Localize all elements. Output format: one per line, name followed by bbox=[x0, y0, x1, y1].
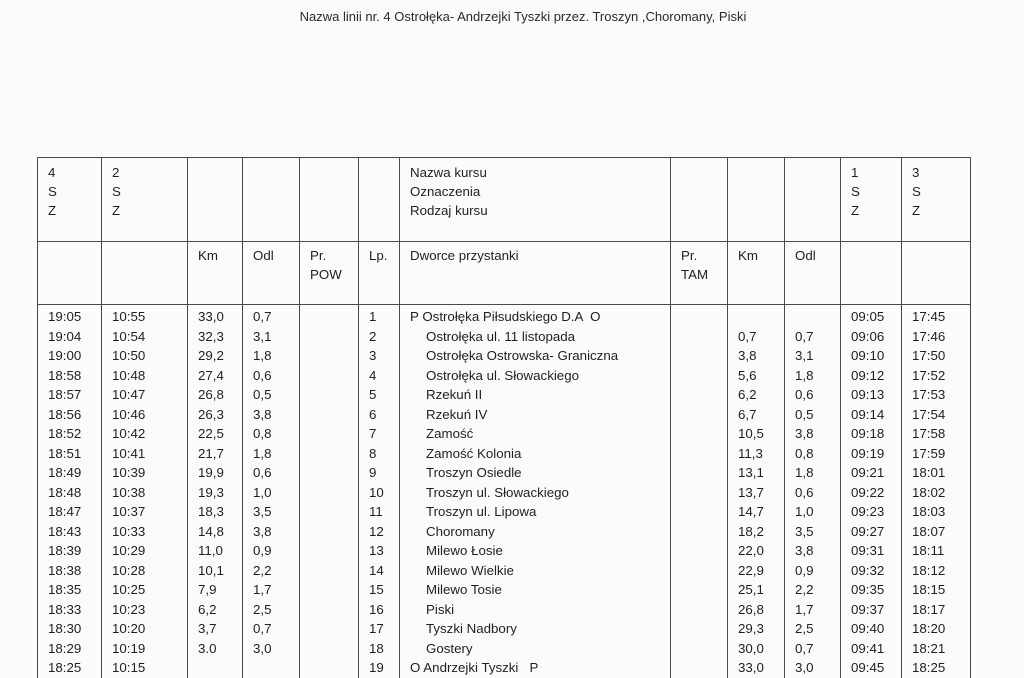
odl-cell: 0,5 bbox=[243, 385, 300, 405]
column-header-row bbox=[38, 242, 971, 305]
time-course-1: 09:12 bbox=[841, 366, 902, 386]
table-row bbox=[38, 366, 971, 386]
stops-header: Dworce przystanki bbox=[400, 242, 671, 305]
odl-cell: 2,2 bbox=[243, 561, 300, 581]
km-cell: 6,2 bbox=[188, 600, 243, 620]
time-course-3: 17:46 bbox=[902, 327, 971, 347]
odl-return-cell: 2,5 bbox=[785, 619, 841, 639]
lp-cell: 8 bbox=[359, 444, 400, 464]
pr-tam-cell bbox=[671, 305, 728, 327]
pr-tam-cell bbox=[671, 346, 728, 366]
time-course-3: 17:53 bbox=[902, 385, 971, 405]
time-course-4: 18:47 bbox=[38, 502, 102, 522]
km-return-cell: 26,8 bbox=[728, 600, 785, 620]
pr-pow-cell bbox=[300, 463, 359, 483]
time-course-2: 10:38 bbox=[102, 483, 188, 503]
odl-cell: 3,8 bbox=[243, 522, 300, 542]
table-row bbox=[38, 619, 971, 639]
timetable bbox=[37, 157, 971, 678]
time-course-4: 18:35 bbox=[38, 580, 102, 600]
course-3-header: 3 S Z bbox=[902, 158, 971, 242]
pr-tam-header: Pr. TAM bbox=[671, 242, 728, 305]
time-course-4: 18:56 bbox=[38, 405, 102, 425]
km-return-cell: 10,5 bbox=[728, 424, 785, 444]
time-course-3: 18:15 bbox=[902, 580, 971, 600]
pr-pow-cell bbox=[300, 502, 359, 522]
stop-name: Ostrołęka ul. Słowackiego bbox=[400, 366, 671, 386]
time-course-3: 17:52 bbox=[902, 366, 971, 386]
lp-cell: 6 bbox=[359, 405, 400, 425]
odl-return-cell: 0,7 bbox=[785, 327, 841, 347]
odl-cell: 3,5 bbox=[243, 502, 300, 522]
pr-tam-cell bbox=[671, 619, 728, 639]
time-course-4: 19:05 bbox=[38, 305, 102, 327]
pr-tam-cell bbox=[671, 385, 728, 405]
stop-name: Milewo Wielkie bbox=[400, 561, 671, 581]
time-course-1: 09:41 bbox=[841, 639, 902, 659]
stop-name: Gostery bbox=[400, 639, 671, 659]
table-row bbox=[38, 658, 971, 678]
time-course-2: 10:48 bbox=[102, 366, 188, 386]
course-header-row bbox=[38, 158, 971, 242]
time-course-4: 18:48 bbox=[38, 483, 102, 503]
km-return-cell: 33,0 bbox=[728, 658, 785, 678]
km-return-cell: 11,3 bbox=[728, 444, 785, 464]
km-return-cell: 3,8 bbox=[728, 346, 785, 366]
odl-cell: 0,7 bbox=[243, 305, 300, 327]
time-course-3: 18:25 bbox=[902, 658, 971, 678]
time-course-3: 18:12 bbox=[902, 561, 971, 581]
odl-header: Odl bbox=[243, 242, 300, 305]
km-cell: 3.0 bbox=[188, 639, 243, 659]
km-cell: 22,5 bbox=[188, 424, 243, 444]
pr-pow-cell bbox=[300, 405, 359, 425]
time-course-2: 10:42 bbox=[102, 424, 188, 444]
pr-pow-cell bbox=[300, 305, 359, 327]
time-course-4: 18:57 bbox=[38, 385, 102, 405]
table-row bbox=[38, 600, 971, 620]
odl-cell: 3,8 bbox=[243, 405, 300, 425]
time-course-4: 18:49 bbox=[38, 463, 102, 483]
stop-name: Rzekuń IV bbox=[400, 405, 671, 425]
time-course-2: 10:28 bbox=[102, 561, 188, 581]
km-return-header: Km bbox=[728, 242, 785, 305]
pr-tam-cell bbox=[671, 405, 728, 425]
table-row bbox=[38, 385, 971, 405]
pr-tam-cell bbox=[671, 483, 728, 503]
stop-name: Troszyn ul. Słowackiego bbox=[400, 483, 671, 503]
time-course-1: 09:10 bbox=[841, 346, 902, 366]
time-course-2: 10:46 bbox=[102, 405, 188, 425]
time-course-4: 18:39 bbox=[38, 541, 102, 561]
km-return-cell: 18,2 bbox=[728, 522, 785, 542]
pr-pow-cell bbox=[300, 639, 359, 659]
table-row bbox=[38, 405, 971, 425]
table-row bbox=[38, 444, 971, 464]
stop-name: Piski bbox=[400, 600, 671, 620]
table-row bbox=[38, 327, 971, 347]
stop-name: Zamość bbox=[400, 424, 671, 444]
time-course-3: 17:45 bbox=[902, 305, 971, 327]
time-course-4: 19:04 bbox=[38, 327, 102, 347]
pr-tam-cell bbox=[671, 444, 728, 464]
time-course-2: 10:33 bbox=[102, 522, 188, 542]
time-course-2: 10:19 bbox=[102, 639, 188, 659]
time-course-2: 10:55 bbox=[102, 305, 188, 327]
km-return-cell: 6,7 bbox=[728, 405, 785, 425]
pr-pow-cell bbox=[300, 385, 359, 405]
stop-name: Troszyn ul. Lipowa bbox=[400, 502, 671, 522]
odl-return-cell: 3,0 bbox=[785, 658, 841, 678]
table-row bbox=[38, 424, 971, 444]
stop-name: Milewo Łosie bbox=[400, 541, 671, 561]
odl-cell: 1,0 bbox=[243, 483, 300, 503]
lp-cell: 7 bbox=[359, 424, 400, 444]
table-row bbox=[38, 346, 971, 366]
table-row bbox=[38, 463, 971, 483]
time-course-4: 18:58 bbox=[38, 366, 102, 386]
km-cell: 19,3 bbox=[188, 483, 243, 503]
odl-cell: 1,8 bbox=[243, 444, 300, 464]
time-course-2: 10:47 bbox=[102, 385, 188, 405]
time-course-3: 18:11 bbox=[902, 541, 971, 561]
lp-cell: 1 bbox=[359, 305, 400, 327]
lp-cell: 17 bbox=[359, 619, 400, 639]
lp-cell: 3 bbox=[359, 346, 400, 366]
time-course-2: 10:50 bbox=[102, 346, 188, 366]
time-course-1: 09:40 bbox=[841, 619, 902, 639]
km-cell: 3,7 bbox=[188, 619, 243, 639]
stop-name: O Andrzejki Tyszki P bbox=[400, 658, 671, 678]
km-return-cell: 22,9 bbox=[728, 561, 785, 581]
pr-pow-cell bbox=[300, 522, 359, 542]
lp-cell: 16 bbox=[359, 600, 400, 620]
time-course-2: 10:54 bbox=[102, 327, 188, 347]
lp-cell: 5 bbox=[359, 385, 400, 405]
odl-return-cell: 0,6 bbox=[785, 483, 841, 503]
stop-name: Rzekuń II bbox=[400, 385, 671, 405]
lp-cell: 12 bbox=[359, 522, 400, 542]
pr-pow-cell bbox=[300, 346, 359, 366]
time-course-1: 09:21 bbox=[841, 463, 902, 483]
pr-tam-cell bbox=[671, 561, 728, 581]
km-return-cell: 30,0 bbox=[728, 639, 785, 659]
course-4-header: 4 S Z bbox=[38, 158, 102, 242]
pr-pow-cell bbox=[300, 561, 359, 581]
pr-tam-cell bbox=[671, 327, 728, 347]
km-cell: 33,0 bbox=[188, 305, 243, 327]
time-course-1: 09:37 bbox=[841, 600, 902, 620]
course-1-header: 1 S Z bbox=[841, 158, 902, 242]
time-course-1: 09:35 bbox=[841, 580, 902, 600]
km-cell: 11,0 bbox=[188, 541, 243, 561]
time-course-1: 09:31 bbox=[841, 541, 902, 561]
pr-pow-cell bbox=[300, 600, 359, 620]
time-course-3: 17:54 bbox=[902, 405, 971, 425]
time-course-3: 18:21 bbox=[902, 639, 971, 659]
course-info-header: Nazwa kursu Oznaczenia Rodzaj kursu bbox=[400, 158, 671, 242]
km-return-cell: 13,7 bbox=[728, 483, 785, 503]
lp-cell: 19 bbox=[359, 658, 400, 678]
time-course-4: 18:25 bbox=[38, 658, 102, 678]
time-course-4: 18:51 bbox=[38, 444, 102, 464]
pr-pow-header: Pr. POW bbox=[300, 242, 359, 305]
time-course-1: 09:45 bbox=[841, 658, 902, 678]
lp-cell: 4 bbox=[359, 366, 400, 386]
km-cell: 27,4 bbox=[188, 366, 243, 386]
time-course-3: 18:07 bbox=[902, 522, 971, 542]
table-row bbox=[38, 561, 971, 581]
pr-pow-cell bbox=[300, 580, 359, 600]
km-header: Km bbox=[188, 242, 243, 305]
time-course-2: 10:23 bbox=[102, 600, 188, 620]
course-2-header: 2 S Z bbox=[102, 158, 188, 242]
time-course-2: 10:29 bbox=[102, 541, 188, 561]
odl-cell: 2,5 bbox=[243, 600, 300, 620]
lp-cell: 11 bbox=[359, 502, 400, 522]
km-return-cell: 25,1 bbox=[728, 580, 785, 600]
time-course-1: 09:18 bbox=[841, 424, 902, 444]
km-cell: 19,9 bbox=[188, 463, 243, 483]
stop-name: Tyszki Nadbory bbox=[400, 619, 671, 639]
time-course-2: 10:37 bbox=[102, 502, 188, 522]
km-return-cell: 0,7 bbox=[728, 327, 785, 347]
time-course-1: 09:06 bbox=[841, 327, 902, 347]
km-return-cell: 22,0 bbox=[728, 541, 785, 561]
km-cell: 29,2 bbox=[188, 346, 243, 366]
pr-pow-cell bbox=[300, 483, 359, 503]
odl-cell: 0,8 bbox=[243, 424, 300, 444]
odl-return-cell: 0,9 bbox=[785, 561, 841, 581]
time-course-3: 18:03 bbox=[902, 502, 971, 522]
time-course-3: 18:02 bbox=[902, 483, 971, 503]
odl-return-cell: 0,5 bbox=[785, 405, 841, 425]
pr-pow-cell bbox=[300, 327, 359, 347]
time-course-4: 18:33 bbox=[38, 600, 102, 620]
odl-cell: 0,6 bbox=[243, 366, 300, 386]
odl-cell: 3,1 bbox=[243, 327, 300, 347]
time-course-4: 18:43 bbox=[38, 522, 102, 542]
lp-cell: 15 bbox=[359, 580, 400, 600]
pr-pow-cell bbox=[300, 541, 359, 561]
km-cell: 18,3 bbox=[188, 502, 243, 522]
stop-name: Milewo Tosie bbox=[400, 580, 671, 600]
stop-name: P Ostrołęka Piłsudskiego D.A O bbox=[400, 305, 671, 327]
table-row bbox=[38, 522, 971, 542]
lp-header: Lp. bbox=[359, 242, 400, 305]
km-return-cell: 14,7 bbox=[728, 502, 785, 522]
time-course-2: 10:41 bbox=[102, 444, 188, 464]
odl-return-cell: 2,2 bbox=[785, 580, 841, 600]
pr-tam-cell bbox=[671, 522, 728, 542]
pr-tam-cell bbox=[671, 463, 728, 483]
time-course-3: 17:59 bbox=[902, 444, 971, 464]
odl-return-cell: 1,0 bbox=[785, 502, 841, 522]
pr-pow-cell bbox=[300, 658, 359, 678]
stop-name: Troszyn Osiedle bbox=[400, 463, 671, 483]
odl-return-cell: 1,7 bbox=[785, 600, 841, 620]
lp-cell: 13 bbox=[359, 541, 400, 561]
km-return-cell: 13,1 bbox=[728, 463, 785, 483]
lp-cell: 18 bbox=[359, 639, 400, 659]
time-course-3: 18:20 bbox=[902, 619, 971, 639]
time-course-1: 09:32 bbox=[841, 561, 902, 581]
odl-return-cell: 3,5 bbox=[785, 522, 841, 542]
table-row bbox=[38, 305, 971, 327]
time-course-2: 10:20 bbox=[102, 619, 188, 639]
km-cell: 26,3 bbox=[188, 405, 243, 425]
odl-cell: 0,7 bbox=[243, 619, 300, 639]
km-cell: 21,7 bbox=[188, 444, 243, 464]
table-row bbox=[38, 639, 971, 659]
pr-pow-cell bbox=[300, 366, 359, 386]
time-course-3: 18:01 bbox=[902, 463, 971, 483]
table-row bbox=[38, 580, 971, 600]
pr-tam-cell bbox=[671, 424, 728, 444]
stop-name: Ostrołęka ul. 11 listopada bbox=[400, 327, 671, 347]
pr-tam-cell bbox=[671, 658, 728, 678]
time-course-1: 09:13 bbox=[841, 385, 902, 405]
odl-cell: 0,6 bbox=[243, 463, 300, 483]
time-course-4: 18:52 bbox=[38, 424, 102, 444]
odl-return-cell: 3,8 bbox=[785, 424, 841, 444]
time-course-3: 17:58 bbox=[902, 424, 971, 444]
km-return-cell: 5,6 bbox=[728, 366, 785, 386]
odl-cell bbox=[243, 658, 300, 678]
km-cell: 14,8 bbox=[188, 522, 243, 542]
time-course-1: 09:14 bbox=[841, 405, 902, 425]
stop-name: Zamość Kolonia bbox=[400, 444, 671, 464]
odl-return-header: Odl bbox=[785, 242, 841, 305]
time-course-1: 09:23 bbox=[841, 502, 902, 522]
km-cell bbox=[188, 658, 243, 678]
odl-return-cell: 1,8 bbox=[785, 366, 841, 386]
km-return-cell bbox=[728, 305, 785, 327]
table-row bbox=[38, 541, 971, 561]
pr-tam-cell bbox=[671, 366, 728, 386]
time-course-4: 18:38 bbox=[38, 561, 102, 581]
time-course-4: 19:00 bbox=[38, 346, 102, 366]
time-course-4: 18:29 bbox=[38, 639, 102, 659]
time-course-2: 10:15 bbox=[102, 658, 188, 678]
lp-cell: 10 bbox=[359, 483, 400, 503]
table-row bbox=[38, 483, 971, 503]
km-cell: 32,3 bbox=[188, 327, 243, 347]
odl-return-cell bbox=[785, 305, 841, 327]
stop-name: Choromany bbox=[400, 522, 671, 542]
odl-return-cell: 1,8 bbox=[785, 463, 841, 483]
odl-cell: 0,9 bbox=[243, 541, 300, 561]
time-course-1: 09:05 bbox=[841, 305, 902, 327]
odl-return-cell: 0,7 bbox=[785, 639, 841, 659]
odl-cell: 1,7 bbox=[243, 580, 300, 600]
odl-cell: 3,0 bbox=[243, 639, 300, 659]
lp-cell: 9 bbox=[359, 463, 400, 483]
km-cell: 26,8 bbox=[188, 385, 243, 405]
pr-tam-cell bbox=[671, 600, 728, 620]
odl-return-cell: 3,8 bbox=[785, 541, 841, 561]
km-cell: 10,1 bbox=[188, 561, 243, 581]
pr-pow-cell bbox=[300, 444, 359, 464]
time-course-1: 09:19 bbox=[841, 444, 902, 464]
lp-cell: 14 bbox=[359, 561, 400, 581]
odl-return-cell: 0,8 bbox=[785, 444, 841, 464]
pr-tam-cell bbox=[671, 639, 728, 659]
pr-pow-cell bbox=[300, 619, 359, 639]
time-course-2: 10:39 bbox=[102, 463, 188, 483]
pr-pow-cell bbox=[300, 424, 359, 444]
time-course-4: 18:30 bbox=[38, 619, 102, 639]
time-course-1: 09:22 bbox=[841, 483, 902, 503]
time-course-1: 09:27 bbox=[841, 522, 902, 542]
km-cell: 7,9 bbox=[188, 580, 243, 600]
km-return-cell: 29,3 bbox=[728, 619, 785, 639]
pr-tam-cell bbox=[671, 502, 728, 522]
stop-name: Ostrołęka Ostrowska- Graniczna bbox=[400, 346, 671, 366]
pr-tam-cell bbox=[671, 541, 728, 561]
km-return-cell: 6,2 bbox=[728, 385, 785, 405]
odl-cell: 1,8 bbox=[243, 346, 300, 366]
table-row bbox=[38, 502, 971, 522]
time-course-2: 10:25 bbox=[102, 580, 188, 600]
odl-return-cell: 3,1 bbox=[785, 346, 841, 366]
odl-return-cell: 0,6 bbox=[785, 385, 841, 405]
time-course-3: 17:50 bbox=[902, 346, 971, 366]
time-course-3: 18:17 bbox=[902, 600, 971, 620]
page-title: Nazwa linii nr. 4 Ostrołęka- Andrzejki Tyszki przez. Troszyn ,Choromany, Piski bbox=[299, 9, 747, 24]
pr-tam-cell bbox=[671, 580, 728, 600]
lp-cell: 2 bbox=[359, 327, 400, 347]
